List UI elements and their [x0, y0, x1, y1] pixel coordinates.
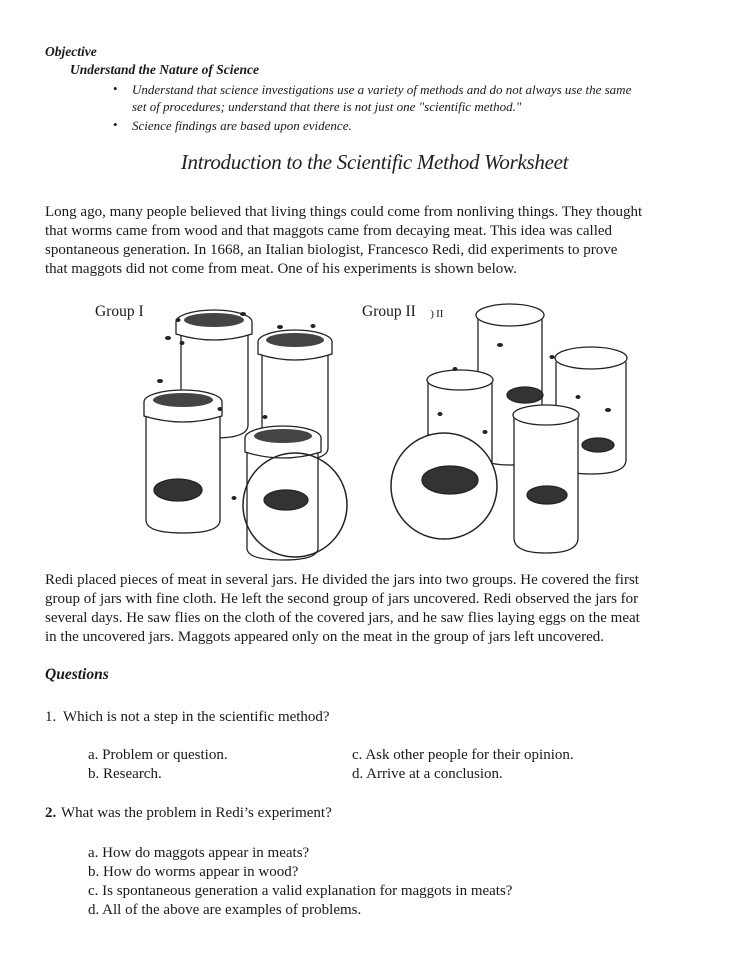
open-jar-front	[513, 405, 579, 553]
bullet-dot: •	[113, 81, 118, 96]
objective-subheading: Understand the Nature of Science	[70, 62, 259, 77]
experiment-line-2: group of jars with fine cloth. He left the second group of jars uncovered. Redi observed the jars for	[45, 591, 639, 607]
experiment-line-3: several days. He saw flies on the cloth of the covered jars, and he saw flies laying eggs on the meat	[45, 610, 640, 626]
worksheet-title: Introduction to the Scientific Method Worksheet	[180, 150, 569, 174]
intro-line-1: Long ago, many people believed that living things could come from nonliving things. They thought	[45, 204, 643, 220]
question-1-text: Which is not a step in the scientific method?	[63, 709, 330, 725]
covered-jar-front-left	[144, 390, 222, 533]
question-2-number: 2.	[45, 805, 57, 821]
objective-bullet-2: Science findings are based upon evidence.	[132, 118, 352, 133]
group-2-label: Group II	[362, 303, 416, 320]
question-1-option-a[interactable]: a. Problem or question.	[88, 747, 228, 763]
objective-bullet-1: Understand that science investigations use a variety of methods and do not always use the same	[132, 82, 632, 97]
meat-piece	[507, 387, 543, 403]
intro-line-2: that worms came from wood and that maggots came from decaying meat. This idea was called	[45, 223, 613, 239]
intro-line-3: spontaneous generation. In 1668, an Italian biologist, Francesco Redi, did experiments to prove	[45, 242, 618, 258]
objective-heading: Objective	[45, 44, 97, 59]
experiment-line-4: in the uncovered jars. Maggots appeared only on the meat in the group of jars left uncovered.	[45, 629, 604, 645]
meat-piece	[582, 438, 614, 452]
intro-line-4: that maggots did not come from meat. One of his experiments is shown below.	[45, 261, 517, 277]
experiment-line-1: Redi placed pieces of meat in several jars. He divided the jars into two groups. He covered the first	[45, 572, 639, 588]
magnified-meat	[422, 466, 478, 494]
question-1-option-c[interactable]: c. Ask other people for their opinion.	[352, 747, 574, 763]
group-2-mark: ) II	[428, 308, 444, 320]
question-2-text: What was the problem in Redi’s experiment?	[61, 805, 332, 821]
bullet-dot: •	[113, 117, 118, 132]
question-2-option-a[interactable]: a. How do maggots appear in meats?	[88, 845, 310, 861]
question-2-option-c[interactable]: c. Is spontaneous generation a valid explanation for maggots in meats?	[88, 883, 513, 899]
question-1-option-b[interactable]: b. Research.	[88, 766, 162, 782]
objective-bullet-1-cont: set of procedures; understand that there is not just one "scientific method."	[132, 99, 522, 114]
group-1-label: Group I	[95, 303, 144, 320]
questions-heading: Questions	[45, 666, 109, 683]
question-2-option-d[interactable]: d. All of the above are examples of problems.	[88, 902, 362, 918]
question-1-number: 1.	[45, 709, 57, 725]
question-2-option-b[interactable]: b. How do worms appear in wood?	[88, 864, 299, 880]
question-1-option-d[interactable]: d. Arrive at a conclusion.	[352, 766, 503, 782]
